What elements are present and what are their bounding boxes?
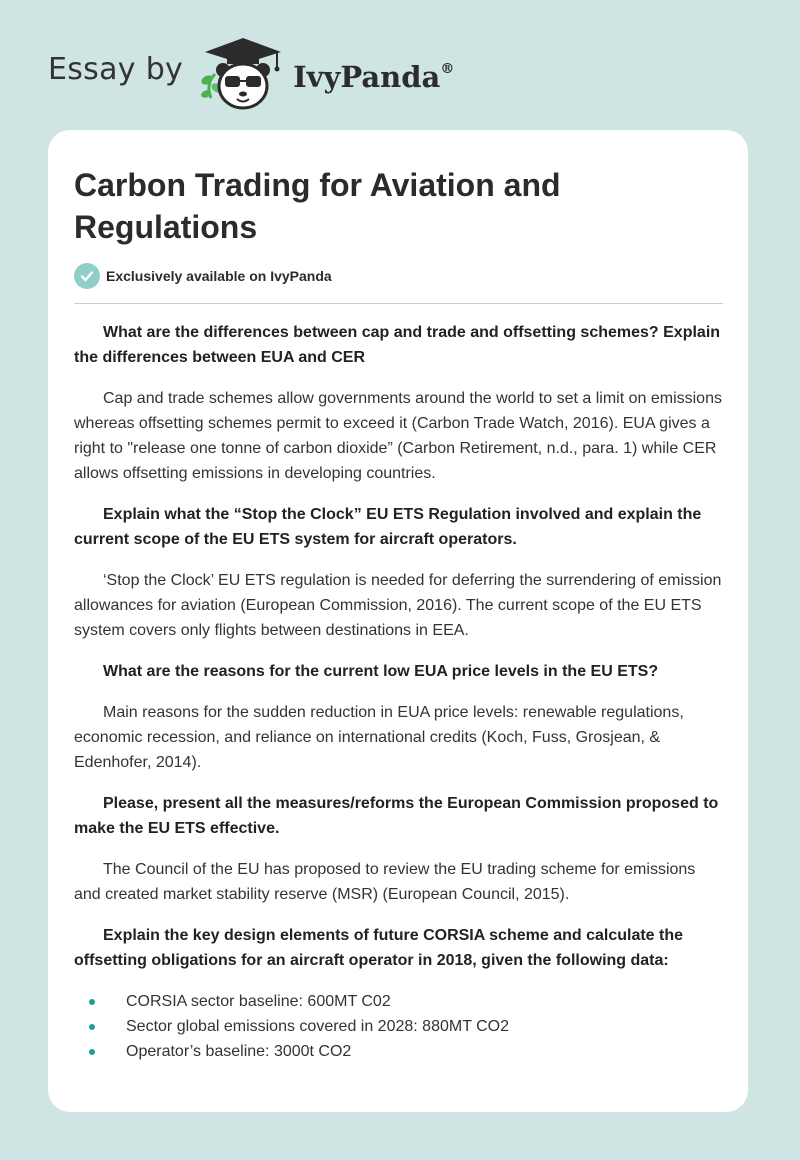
check-icon <box>74 263 100 289</box>
answer-paragraph: Cap and trade schemes allow governments around the world to set a limit on emissions whereas offsetting schemes permit to exceed it (Carbon Trade Watch, 2016). EUA gives a right to "release one tonne of carbon dioxide” (Carbon Retirement, n.d., para. 1) while CER allows offsetting emissions in developing countries. <box>74 390 722 482</box>
answer-paragraph: ‘Stop the Clock’ EU ETS regulation is needed for deferring the surrendering of emission allowances for aviation (European Commission, 2016). The current scope of the EU ETS system covers only flights between destinations in EEA. <box>74 572 722 639</box>
question-paragraph: What are the reasons for the current low EUA price levels in the EU ETS? <box>103 663 659 680</box>
registered-mark: ® <box>440 61 455 77</box>
question-paragraph: What are the differences between cap and trade and offsetting schemes? Explain the differences between EUA and CER <box>74 324 721 366</box>
brand-name[interactable]: IvyPanda® <box>293 60 455 94</box>
list-item: CORSIA sector baseline: 600MT C02 <box>74 989 724 1014</box>
data-list <box>74 989 724 1064</box>
page-title: Carbon Trading for Aviation and Regulations <box>74 167 561 245</box>
site-header <box>48 36 454 112</box>
question-paragraph: Explain what the “Stop the Clock” EU ETS Regulation involved and explain the current scope of the EU ETS system for aircraft operators. <box>74 506 702 548</box>
list-item: Operator’s baseline: 3000t CO2 <box>74 1039 724 1064</box>
essay-body <box>74 320 724 1064</box>
question-paragraph: Please, present all the measures/reforms the European Commission proposed to make the EU ETS effective. <box>74 795 719 837</box>
list-item: Sector global emissions covered in 2028: 880MT CO2 <box>74 1014 724 1039</box>
bullet-icon <box>89 1024 95 1030</box>
exclusive-label: Exclusively available on IvyPanda <box>106 268 332 284</box>
exclusive-badge <box>74 263 332 289</box>
bullet-icon <box>89 1049 95 1055</box>
question-paragraph: Explain the key design elements of future CORSIA scheme and calculate the offsetting obligations for an aircraft operator in 2018, given the following data: <box>74 927 684 969</box>
answer-paragraph: Main reasons for the sudden reduction in EUA price levels: renewable regulations, economic recession, and reliance on international credits (Koch, Fuss, Grosjean, & Edenhofer, 2014). <box>74 704 684 771</box>
answer-paragraph: The Council of the EU has proposed to review the EU trading scheme for emissions and created market stability reserve (MSR) (European Council, 2015). <box>74 861 696 903</box>
panda-logo-icon[interactable] <box>197 36 287 112</box>
essay-by-label: Essay by <box>48 51 184 87</box>
bullet-icon <box>89 999 95 1005</box>
divider <box>74 303 723 304</box>
essay-card <box>48 130 748 1112</box>
